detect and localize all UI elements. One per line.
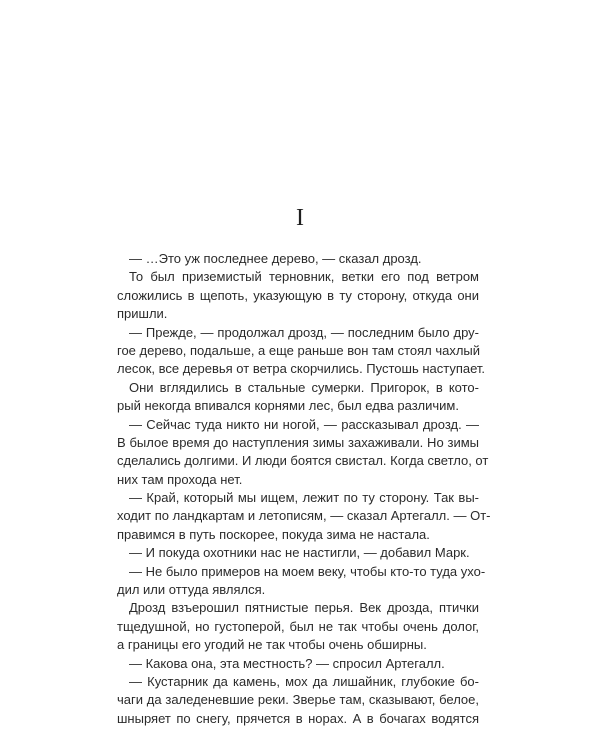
text-line: них там прохода нет. (117, 471, 243, 487)
text-line: — Край, который мы ищем, лежит по ту сторону. Так вы- (129, 490, 479, 506)
text-line: сделались долгими. И люди боятся свистал. Когда светло, от (117, 453, 489, 469)
text-line: — Сейчас туда никто ни ногой, — рассказывал дрозд. — (129, 416, 479, 432)
text-line: лесок, все деревья от ветра скорчились. Пустошь наступает. (117, 361, 486, 377)
text-line: сложились в щепоть, указующую в ту сторону, откуда они (117, 287, 479, 303)
text-line: правимся в путь поскорее, покуда зима не настала. (117, 526, 430, 542)
text-line: То был приземистый терновник, ветки его под ветром (129, 269, 479, 285)
text-line: — Какова она, эта местность? — спросил Артегалл. (129, 655, 445, 671)
chapter-number: I (296, 205, 304, 231)
text-line: Они вглядились в стальные сумерки. Пригорок, в кото- (129, 379, 479, 395)
text-line: — И покуда охотники нас не настигли, — добавил Марк. (129, 545, 470, 561)
text-line: — …Это уж последнее дерево, — сказал дрозд. (129, 251, 422, 266)
text-line: а границы его угодий не так чтобы очень обширны. (117, 637, 427, 653)
text-line: чаги да заледеневшие реки. Зверье там, сказывают, белое, (117, 692, 479, 708)
text-line: — Кустарник да камень, мох да лишайник, глубокие бо- (129, 673, 479, 689)
text-line: В былое время до наступления зимы захаживали. Но зимы (117, 434, 479, 450)
text-line: Дрозд взъерошил пятнистые перья. Век дрозда, птички (129, 600, 479, 616)
text-line: — Прежде, — продолжал дрозд, — последним было дру- (129, 324, 479, 340)
text-line: тщедушной, но густоперой, был не так чтобы очень долог, (117, 618, 479, 634)
text-line: ходит по ландкартам и летописям, — сказал Артегалл. — От- (117, 508, 491, 524)
text-line: рый некогда впивался корнями лес, был едва различим. (117, 398, 459, 414)
text-line: — Не было примеров на моем веку, чтобы кто-то туда ухо- (129, 563, 486, 579)
body-text (117, 250, 491, 728)
text-line: гое дерево, подальше, а еще раньше вон там стоял чахлый (117, 342, 481, 358)
text-line: пришли. (117, 306, 168, 322)
text-line: дил или оттуда являлся. (117, 582, 266, 598)
text-line: шныряет по снегу, прячется в норах. А в бочагах водятся (117, 710, 479, 726)
